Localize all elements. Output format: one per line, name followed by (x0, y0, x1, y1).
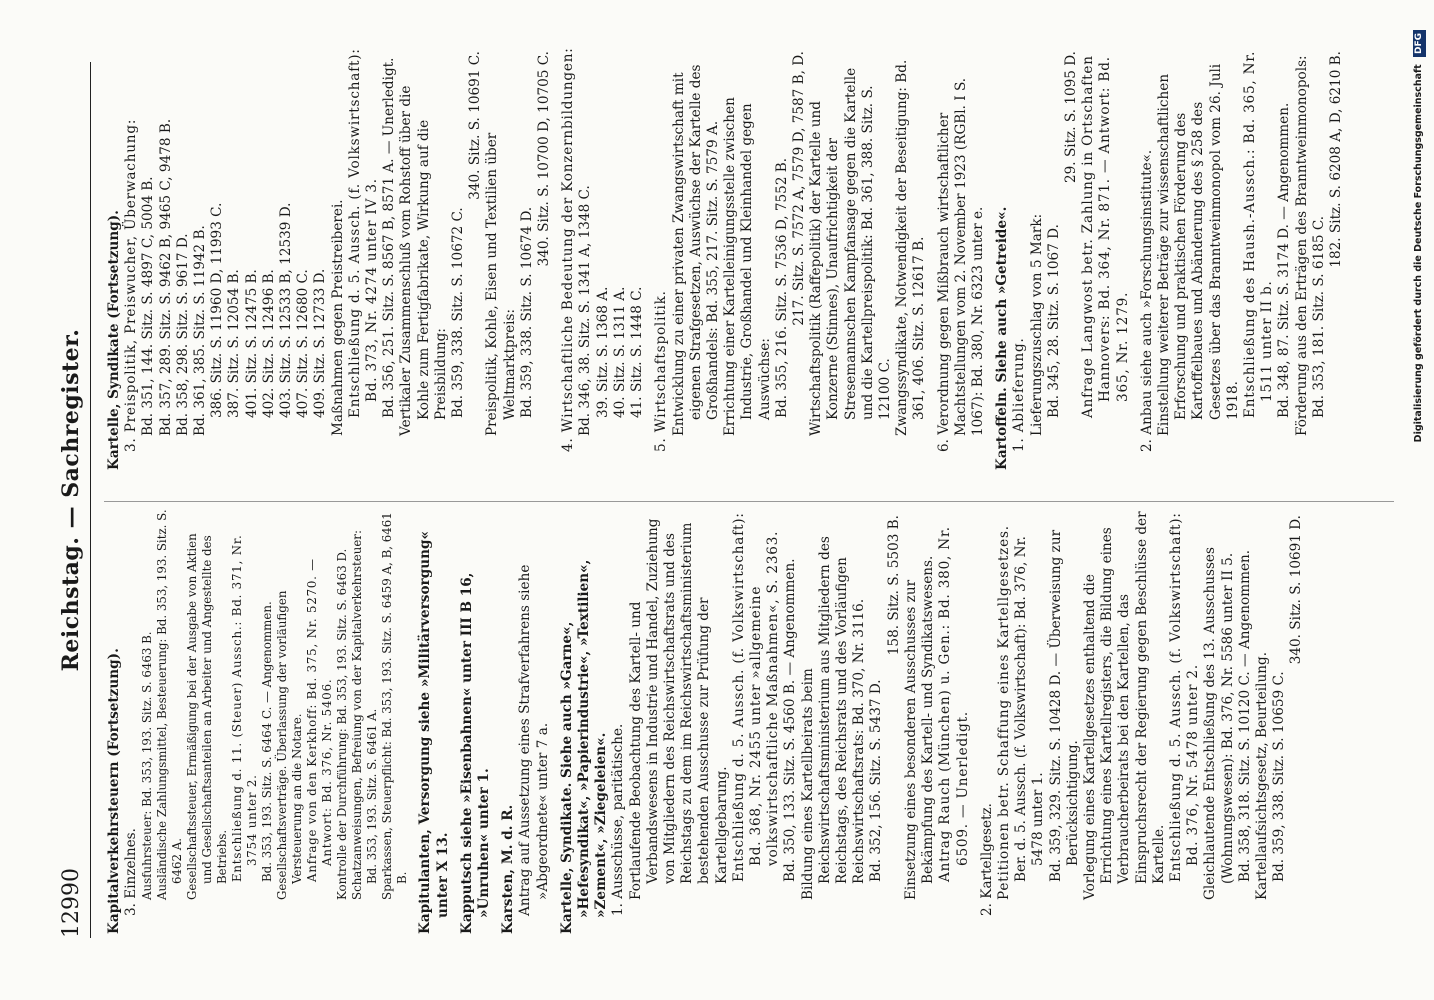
index-entry: Lieferungszuschlag von 5 Mark: (1028, 213, 1045, 436)
index-entry: 4. Wirtschaftliche Bedeutung der Konzernbildungen: (560, 47, 577, 452)
index-entry: Bd. 353, 181. Sitz. S. 6185 C. (1310, 215, 1327, 418)
index-entry: 6. Verordnung gegen Mißbrauch wirtschaftlicher Machtstellungen vom 2. November 1923 (RGBl. I S. 1067): Bd. 380, Nr. 6323 unter e. (935, 77, 986, 452)
index-entry: Bd. 359, 338. Sitz. S. 10674 D. (518, 206, 535, 418)
index-entry: Bd. 356, 251. Sitz. S. 8567 B, 8571 A. — Unerledigt. (381, 57, 398, 418)
index-entry: Förderung aus den Erträgen des Branntweinmonopols: (1293, 55, 1310, 436)
index-entry: 407. Sitz. S. 12680 C. (295, 269, 312, 418)
index-entry: Kartellaufsichtsgesetz, Beurteilung. (1253, 651, 1270, 900)
index-entry: Bd. 346, 38. Sitz. S. 1341 A, 1348 C. (577, 185, 594, 436)
index-entry: Gesellschaftsverträge. Überlassung der vorläufigen Versteuerung an die Notare. (275, 590, 305, 900)
column-divider (104, 501, 1394, 502)
index-entry: 401. Sitz. S. 12475 B. (243, 269, 260, 418)
index-entry: Entschließung d. 11. (Steuer) Aussch.: Bd. 371, Nr. 3754 unter 2. (230, 534, 260, 882)
index-entry: Einstellung weiterer Beträge zur wissenschaftlichen Erforschung und praktischen Förderung des Kartoffelbaues und Abänderung des § 258 des Gesetzes über das Branntweinmonopol vom 26. Juli 1918. (1155, 63, 1241, 436)
page-title: Reichstag. — Sachregister. (58, 328, 84, 672)
index-entry: 158. Sitz. S. 5503 B. (885, 515, 902, 656)
index-entry: Karsten, M. d. R. (500, 804, 517, 934)
index-entry: Bd. 348, 87. Sitz. S. 3174 D. — Angenommen. (1276, 102, 1293, 418)
index-entry: 182. Sitz. S. 6208 A, D, 6210 B. (1328, 51, 1345, 268)
index-entry: 403. Sitz. S. 12533 B, 12539 D. (278, 202, 295, 418)
index-entry: Bd. 359, 338. Sitz. S. 10659 C. (1271, 671, 1288, 882)
index-entry: Bd. 361, 385. Sitz. S. 11942 B. (192, 225, 209, 436)
index-entry: 386. Sitz. S. 11960 D, 11993 C. (209, 202, 226, 418)
index-entry: 217. Sitz. S. 7572 A, 7579 D, 7587 B, D. (790, 51, 807, 326)
index-entry: Ausfuhrsteuer: Bd. 353, 193. Sitz. S. 6463 B. (140, 631, 155, 900)
index-entry: Bd. 351, 144. Sitz. S. 4897 C, 5004 B. (140, 176, 157, 436)
index-entry: Sparkassen, Steuerpflicht: Bd. 353, 193. Sitz. S. 6459 A, B, 6461 B. (380, 512, 410, 900)
dfg-logo: DFG (1413, 30, 1426, 57)
index-entry: Entschließung d. 5. Aussch. (f. Volkswirtschaft): Bd. 373, Nr. 4274 unter IV 3. (346, 48, 381, 418)
index-entry: Bd. 345, 28. Sitz. S. 1067 D. (1045, 224, 1062, 418)
left-column (106, 509, 1306, 934)
index-entry: Zwangssyndikate, Notwendigkeit der Beseitigung: Bd. 361, 406. Sitz. S. 12617 B. (894, 59, 928, 436)
index-entry: 29. Sitz. S. 1095 D. (1062, 51, 1079, 183)
index-entry: Kartelle, Syndikate (Fortsetzung). (106, 210, 122, 470)
index-entry: 40. Sitz. S. 1311 A. (611, 286, 628, 418)
index-entry: Vorlegung eines Kartellgesetzes enthaltend die Errichtung eines Kartellregisters, die Bildung eines Verbraucherbeirats bei den Kartellen, das Einspruchsrecht der Regierung gegen Beschlüsse der Kartelle. (1081, 511, 1167, 900)
index-entry: Kapputsch siehe »Eisenbahnen« unter III B 16, »Unruhen« unter 1. (458, 572, 493, 934)
page-header (56, 62, 91, 938)
index-entry: Entschließung d. 5. Aussch. (f. Volkswirtschaft): Bd. 376, Nr. 5478 unter 2. (1167, 512, 1202, 882)
index-entry: 340. Sitz. S. 10691 D. (1288, 515, 1305, 665)
index-entry: Kartelle, Syndikate. Siehe auch »Garne«, »Hefesyndikat«, »Papierindustrie«, »Textilien«, »Zement«, »Ziegeleien«. (558, 559, 610, 934)
index-entry: Kapitulanten, Versorgung siehe »Militärversorgung« unter X 13. (417, 531, 451, 934)
index-entry: 409. Sitz. S. 12733 D. (312, 268, 329, 418)
index-entry: Bd. 358, 318. Sitz. S. 10120 C. — Angenommen. (1236, 549, 1253, 882)
index-entry: 39. Sitz. S. 1368 A. (594, 286, 611, 418)
index-entry: Gleichlautende Entschließung des 13. Ausschusses (Wohnungswesen): Bd. 376, Nr. 5586 unter II 5. (1202, 547, 1236, 900)
index-entry: Bd. 353, 193. Sitz. S. 6464 C. — Angenommen. (260, 601, 275, 882)
index-entry: 3. Einzelnes. (123, 828, 140, 916)
index-entry: Maßnahmen gegen Preistreiberei. (329, 199, 346, 436)
right-column (106, 45, 1345, 470)
index-entry: 402. Sitz. S. 12496 B. (260, 269, 277, 418)
index-entry: Kontrolle der Durchführung: Bd. 353, 193. Sitz. S. 6463 D. (335, 548, 350, 900)
index-entry: Fortlaufende Beobachtung des Kartell- und Verbandswesens in Industrie und Handel, Zuziehung von Mitgliedern des Reichswirtschaftsrats und des Reichstags zu dem im Reichswirtschaftsministerium bestehenden Ausschusse zur Prüfung der Kartellgebarung. (627, 518, 730, 900)
index-entry: 3. Preispolitik, Preiswucher, Überwachung: (123, 118, 140, 452)
index-entry: Bd. 359, 329. Sitz. S. 10428 D. — Überweisung zur Berücksichtigung. (1047, 529, 1081, 882)
index-entry: Vertikaler Zusammenschluß vom Rohstoff über die Kohle zum Fertigfabrikate, Wirkung auf die Preisbildung: (398, 85, 449, 436)
index-entry: Preispolitik, Kohle, Eisen und Textilien über Weltmarktpreis: (484, 132, 518, 436)
index-entry: Anfrage Langwost betr. Zahlung in Ortschaften Hannovers: Bd. 364, Nr. 871. — Antwort: Bd. 365, Nr. 1279. (1080, 55, 1131, 418)
index-entry: Bildung eines Kartellbeirats beim Reichswirtschaftsministerium aus Mitgliedern des Reichstags, des Reichsrats und des Vorläufigen Reichswirtschaftsrats: Bd. 370, Nr. 3116. (799, 536, 868, 900)
index-entry: Einsetzung eines besonderen Ausschusses zur Bekämpfung des Kartell- und Syndikatswesens. (902, 555, 937, 900)
index-entry: 41. Sitz. S. 1448 C. (629, 286, 646, 418)
index-entry: Wirtschaftspolitik (Raffepolitik) der Kartelle und Konzerne (Stinnes), Unaufrichtigkeit der Stresemannschen Kampfansage gegen die Kartelle und die Kartellpreispolitik: Bd. 361, 388. Sitz. S. 12100 C. (808, 67, 893, 436)
index-entry: 340. Sitz. S. 10700 D, 10705 C. (536, 51, 553, 267)
credit-text: Digitalisierung gefördert durch die Deutsche Forschungsgemeinschaft (1413, 64, 1424, 443)
index-entry: Bd. 358, 298. Sitz. S. 9617 D. (174, 233, 191, 436)
index-entry: Ber. d. 5. Aussch. (f. Volkswirtschaft): Bd. 376, Nr. 5478 unter 1. (1013, 536, 1047, 882)
digitization-credit (1408, 0, 1430, 1000)
index-entry: Bd. 357, 289. Sitz. S. 9462 B, 9465 C, 9478 B. (157, 118, 174, 436)
index-entry: Bd. 350, 133. Sitz. S. 4560 B. — Angenommen. (782, 558, 799, 882)
index-entry: Bd. 352, 156. Sitz. S. 5437 D. (868, 679, 885, 882)
index-entry: Kapitalverkehrsteuern (Fortsetzung). (106, 648, 122, 934)
index-entry: Gesellschaftssteuer, Ermäßigung bei der Ausgabe von Aktien und Gesellschaftsanteilen an Arbeiter und Angestellte des Betriebs. (185, 533, 230, 900)
index-entry: Entschließung des Haush.-Aussch.: Bd. 365, Nr. 1511 unter II b. (1242, 50, 1276, 418)
page-number: 12990 (59, 868, 84, 938)
index-entry: Bd. 355, 216. Sitz. S. 7536 D, 7552 B. (773, 157, 790, 418)
index-entry: 340. Sitz. S. 10691 C. (467, 51, 484, 200)
index-entry: Anfrage von den Kerkhoff: Bd. 375, Nr. 5270. — Antwort: Bd. 376, Nr. 5406. (305, 558, 335, 882)
index-entry: 1. Ablieferung. (1011, 337, 1028, 452)
index-entry: Schatzanweisungen, Befreiung von der Kapitalverkehrsteuer: Bd. 353, 193. Sitz. S. 6461 A. (350, 530, 380, 900)
index-entry: 2. Kartellgesetz. (978, 803, 995, 916)
index-entry: Bd. 359, 338. Sitz. S. 10672 C. (450, 207, 467, 418)
index-entry: 2. Anbau siehe auch »Forschungsinstitute«. (1138, 149, 1155, 452)
index-entry: 1. Ausschüsse, paritätische. (610, 723, 627, 916)
index-entry: Petitionen betr. Schaffung eines Kartellgesetzes. (995, 525, 1012, 900)
index-entry: 387. Sitz. S. 12054 B. (226, 269, 243, 418)
index-entry: Ausländische Zahlungsmittel, Besteuerung: Bd. 353, 193. Sitz. S. 6462 A. (155, 509, 185, 900)
index-entry: Antrag auf Aussetzung eines Strafverfahrens siehe »Abgeordnete« unter 7 a. (517, 564, 551, 916)
index-entry: Entschließung d. 5. Aussch. (f. Volkswirtschaft): Bd. 368, Nr. 2455 unter »allgemeine volkswirtschaftliche Maßnahmen«, S. 2363. (730, 512, 782, 882)
index-entry: Errichtung einer Kartelleinigungsstelle zwischen Industrie, Großhandel und Kleinhandel gegen Auswüchse: (722, 97, 773, 436)
index-entry: Antrag Rauch (München) u. Gen.: Bd. 380, Nr. 6509. — Unerledigt. (937, 526, 971, 882)
index-entry: 5. Wirtschaftspolitik. (653, 290, 670, 452)
index-entry: Kartoffeln. Siehe auch »Getreide«. (994, 206, 1011, 470)
index-entry: Entwicklung zu einer privaten Zwangswirtschaft mit eigenen Strafgesetzen, Auswüchse der Kartelle des Großhandels: Bd. 355, 217. Sitz. S. 7579 A. (670, 64, 721, 436)
